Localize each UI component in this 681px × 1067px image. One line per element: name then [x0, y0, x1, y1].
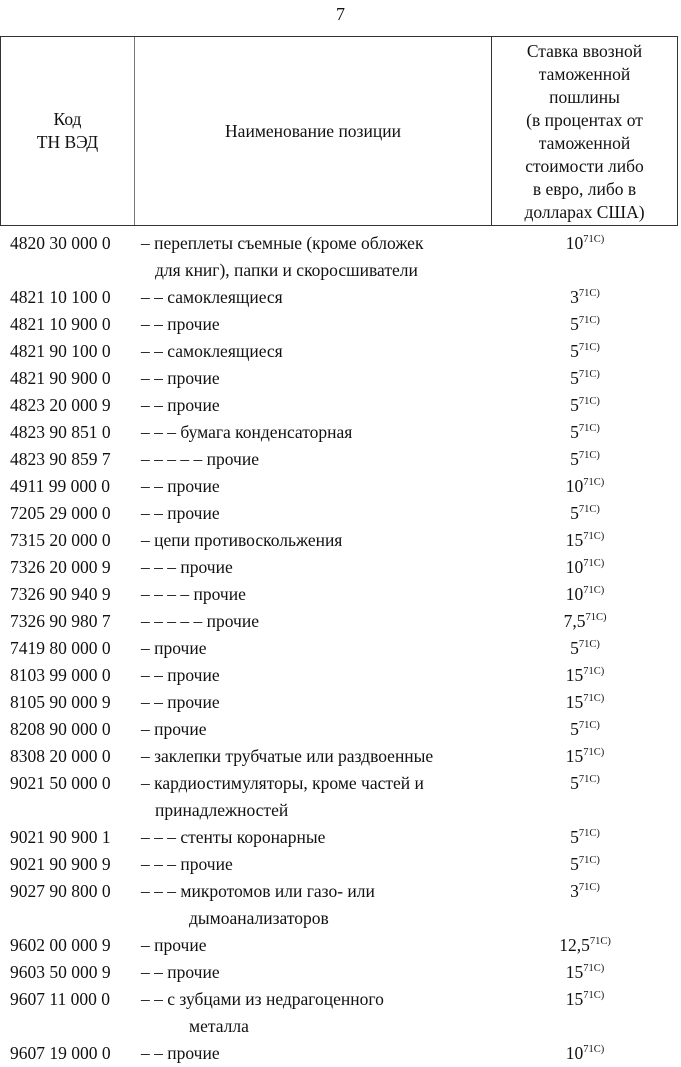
rate-footnote: 71С) — [578, 720, 600, 731]
row-rate — [489, 473, 681, 500]
row-rate — [489, 824, 681, 851]
table-row — [0, 986, 681, 1040]
table-body — [0, 230, 681, 1067]
rate-footnote: 71С) — [578, 882, 600, 893]
row-name-text: самоклеящиеся — [167, 287, 283, 307]
header-rate — [492, 37, 677, 225]
row-name-text: стенты коронарные — [180, 827, 326, 847]
row-name-text: заклепки трубчатые или раздвоенные — [154, 746, 434, 766]
table-row — [0, 932, 681, 959]
row-prefix: – – – — [141, 881, 181, 901]
row-rate — [489, 230, 681, 284]
rate-footnote: 71С) — [583, 963, 605, 974]
row-name-continuation: принадлежностей — [155, 800, 289, 820]
row-rate — [489, 635, 681, 662]
row-name-text: с зубцами из недрагоценного — [167, 989, 384, 1009]
header-rate-label: Ставка ввозной таможенной пошлины (в процентах от таможенной стоимости либо в евро, либо в долларах США) — [524, 41, 645, 222]
rate-value: 5 — [570, 314, 579, 334]
row-name — [133, 230, 489, 284]
row-rate — [489, 932, 681, 959]
row-name-text: самоклеящиеся — [167, 341, 283, 361]
row-code: 9027 90 800 0 — [10, 881, 111, 901]
row-code: 7326 90 940 9 — [10, 584, 111, 604]
row-code: 4823 20 000 9 — [10, 395, 111, 415]
rate-footnote: 71С) — [583, 990, 605, 1001]
row-prefix: – — [141, 719, 155, 739]
row-code: 7326 90 980 7 — [10, 611, 111, 631]
row-name — [133, 446, 489, 473]
table-row — [0, 662, 681, 689]
rate-value: 15 — [565, 665, 584, 685]
rate-value: 5 — [570, 422, 579, 442]
row-prefix: – — [141, 530, 155, 550]
rate-footnote: 71С) — [583, 693, 605, 704]
row-code: 9021 90 900 1 — [10, 827, 111, 847]
table-row — [0, 689, 681, 716]
row-code: 4821 10 100 0 — [10, 287, 111, 307]
rate-value: 5 — [570, 773, 579, 793]
rate-footnote: 71С) — [578, 774, 600, 785]
table-row — [0, 419, 681, 446]
header-code — [1, 37, 135, 225]
rate-value: 10 — [565, 1043, 584, 1063]
rate-value: 10 — [565, 557, 584, 577]
table-row — [0, 500, 681, 527]
table-row — [0, 959, 681, 986]
row-prefix: – – — [141, 368, 168, 388]
page-number: 7 — [336, 4, 345, 24]
row-name-continuation: для книг), папки и скоросшиватели — [155, 260, 418, 280]
rate-footnote: 71С) — [589, 936, 611, 947]
row-prefix: – – — [141, 287, 168, 307]
table-row — [0, 338, 681, 365]
row-code: 8105 90 000 9 — [10, 692, 111, 712]
table-row — [0, 473, 681, 500]
rate-value: 5 — [570, 395, 579, 415]
row-code: 4821 90 100 0 — [10, 341, 111, 361]
row-name — [133, 500, 489, 527]
row-prefix: – – — [141, 503, 168, 523]
row-prefix: – – – – – — [141, 611, 207, 631]
row-code: 7205 29 000 0 — [10, 503, 111, 523]
row-name — [133, 284, 489, 311]
row-code: 9602 00 000 9 — [10, 935, 111, 955]
rate-footnote: 71С) — [583, 666, 605, 677]
row-rate — [489, 662, 681, 689]
table-row — [0, 311, 681, 338]
row-name-text: прочие — [167, 314, 220, 334]
rate-footnote: 71С) — [578, 315, 600, 326]
rate-value: 5 — [570, 827, 579, 847]
table-row — [0, 581, 681, 608]
rate-footnote: 71С) — [583, 747, 605, 758]
row-code: 7419 80 000 0 — [10, 638, 111, 658]
rate-footnote: 71С) — [578, 423, 600, 434]
table-row — [0, 878, 681, 932]
row-prefix: – — [141, 746, 155, 766]
rate-value: 15 — [565, 692, 584, 712]
row-name-text: прочие — [206, 449, 259, 469]
row-name-text: прочие — [167, 665, 220, 685]
row-name — [133, 851, 489, 878]
row-name — [133, 554, 489, 581]
rate-footnote: 71С) — [583, 477, 605, 488]
row-code: 7315 20 000 0 — [10, 530, 111, 550]
row-name — [133, 662, 489, 689]
row-name — [133, 932, 489, 959]
table-row — [0, 635, 681, 662]
rate-footnote: 71С) — [578, 369, 600, 380]
row-rate — [489, 1040, 681, 1067]
row-prefix: – – – — [141, 557, 181, 577]
rate-footnote: 71С) — [583, 234, 605, 245]
row-rate — [489, 959, 681, 986]
row-code: 4820 30 000 0 — [10, 233, 111, 253]
rate-value: 10 — [565, 584, 584, 604]
rate-footnote: 71С) — [583, 531, 605, 542]
rate-value: 5 — [570, 719, 579, 739]
table-row — [0, 284, 681, 311]
rate-footnote: 71С) — [578, 639, 600, 650]
table-row — [0, 608, 681, 635]
row-prefix: – – — [141, 476, 168, 496]
row-rate — [489, 392, 681, 419]
row-rate — [489, 311, 681, 338]
row-prefix: – – – – — [141, 584, 194, 604]
rate-value: 5 — [570, 368, 579, 388]
row-name-text: прочие — [167, 1043, 220, 1063]
row-code: 4823 90 851 0 — [10, 422, 111, 442]
table-row — [0, 851, 681, 878]
row-name-text: микротомов или газо- или — [180, 881, 375, 901]
rate-value: 15 — [565, 962, 584, 982]
row-name-text: прочие — [167, 503, 220, 523]
row-name — [133, 608, 489, 635]
rate-footnote: 71С) — [578, 396, 600, 407]
table-row — [0, 716, 681, 743]
table-row — [0, 446, 681, 473]
rate-value: 15 — [565, 530, 584, 550]
row-name — [133, 716, 489, 743]
row-prefix: – – — [141, 962, 168, 982]
header-code-label: Код ТН ВЭД — [36, 109, 99, 152]
row-code: 8208 90 000 0 — [10, 719, 111, 739]
table-row — [0, 230, 681, 284]
rate-footnote: 71С) — [578, 828, 600, 839]
row-prefix: – – — [141, 341, 168, 361]
rate-footnote: 71С) — [578, 504, 600, 515]
row-name-continuation: металла — [189, 1016, 249, 1036]
rate-footnote: 71С) — [583, 558, 605, 569]
rate-footnote: 71С) — [583, 585, 605, 596]
rate-value: 3 — [570, 287, 579, 307]
row-code: 9607 19 000 0 — [10, 1043, 111, 1063]
rate-value: 10 — [565, 233, 584, 253]
row-rate — [489, 581, 681, 608]
rate-value: 12,5 — [559, 935, 590, 955]
row-name — [133, 365, 489, 392]
row-code: 8103 99 000 0 — [10, 665, 111, 685]
row-name — [133, 1040, 489, 1067]
row-prefix: – – – — [141, 827, 181, 847]
row-rate — [489, 716, 681, 743]
row-code: 9021 50 000 0 — [10, 773, 111, 793]
row-name-text: переплеты съемные (кроме обложек — [154, 233, 424, 253]
rate-footnote: 71С) — [578, 288, 600, 299]
rate-value: 5 — [570, 341, 579, 361]
row-name — [133, 473, 489, 500]
rate-footnote: 71С) — [578, 450, 600, 461]
table-row — [0, 770, 681, 824]
rate-value: 15 — [565, 746, 584, 766]
table-row — [0, 1040, 681, 1067]
row-prefix: – – – — [141, 854, 181, 874]
row-prefix: – – – — [141, 422, 181, 442]
row-rate — [489, 419, 681, 446]
table-row — [0, 824, 681, 851]
row-rate — [489, 608, 681, 635]
row-rate — [489, 986, 681, 1040]
row-name-continuation: дымоанализаторов — [189, 908, 329, 928]
row-name-text: прочие — [193, 584, 246, 604]
rate-value: 5 — [570, 854, 579, 874]
table-row — [0, 554, 681, 581]
rate-value: 3 — [570, 881, 579, 901]
row-name — [133, 743, 489, 770]
row-name-text: прочие — [206, 611, 259, 631]
table-row — [0, 743, 681, 770]
rate-value: 5 — [570, 449, 579, 469]
rate-footnote: 71С) — [578, 855, 600, 866]
row-name — [133, 986, 489, 1040]
row-code: 7326 20 000 9 — [10, 557, 111, 577]
row-rate — [489, 554, 681, 581]
row-rate — [489, 284, 681, 311]
rate-value: 7,5 — [563, 611, 586, 631]
table-row — [0, 392, 681, 419]
table-row — [0, 527, 681, 554]
row-name — [133, 311, 489, 338]
row-code: 4821 10 900 0 — [10, 314, 111, 334]
row-code: 9021 90 900 9 — [10, 854, 111, 874]
rate-value: 10 — [565, 476, 584, 496]
table-header — [0, 36, 678, 226]
rate-footnote: 71С) — [578, 342, 600, 353]
row-name-text: цепи противоскольжения — [154, 530, 343, 550]
row-prefix: – – — [141, 692, 168, 712]
row-prefix: – – — [141, 314, 168, 334]
row-name-text: прочие — [167, 395, 220, 415]
row-prefix: – — [141, 773, 155, 793]
row-rate — [489, 743, 681, 770]
row-name-text: прочие — [167, 368, 220, 388]
row-rate — [489, 770, 681, 824]
row-name — [133, 338, 489, 365]
row-name — [133, 527, 489, 554]
row-code: 4821 90 900 0 — [10, 368, 111, 388]
row-rate — [489, 446, 681, 473]
row-code: 4911 99 000 0 — [10, 476, 110, 496]
row-name-text: кардиостимуляторы, кроме частей и — [154, 773, 424, 793]
row-prefix: – – – – – — [141, 449, 207, 469]
row-name — [133, 959, 489, 986]
row-name-text: прочие — [154, 638, 207, 658]
header-name-label: Наименование позиции — [225, 120, 401, 141]
header-name — [135, 37, 492, 225]
row-name — [133, 689, 489, 716]
row-prefix: – — [141, 638, 155, 658]
row-prefix: – — [141, 935, 155, 955]
row-rate — [489, 878, 681, 932]
row-name-text: прочие — [180, 854, 233, 874]
row-name-text: бумага конденсаторная — [180, 422, 353, 442]
row-rate — [489, 851, 681, 878]
row-rate — [489, 338, 681, 365]
row-prefix: – – — [141, 989, 168, 1009]
rate-value: 5 — [570, 638, 579, 658]
rate-footnote: 71С) — [583, 1044, 605, 1055]
row-name — [133, 878, 489, 932]
row-name — [133, 419, 489, 446]
row-rate — [489, 365, 681, 392]
table-row — [0, 365, 681, 392]
rate-footnote: 71С) — [585, 612, 607, 623]
row-rate — [489, 689, 681, 716]
row-name-text: прочие — [154, 935, 207, 955]
row-prefix: – – — [141, 1043, 168, 1063]
row-name — [133, 581, 489, 608]
row-rate — [489, 527, 681, 554]
row-name — [133, 392, 489, 419]
row-prefix: – – — [141, 665, 168, 685]
row-name — [133, 770, 489, 824]
row-name-text: прочие — [167, 692, 220, 712]
row-name-text: прочие — [167, 476, 220, 496]
row-name — [133, 824, 489, 851]
row-prefix: – – — [141, 395, 168, 415]
row-rate — [489, 500, 681, 527]
row-code: 4823 90 859 7 — [10, 449, 111, 469]
row-name-text: прочие — [167, 962, 220, 982]
row-name — [133, 635, 489, 662]
row-prefix: – — [141, 233, 155, 253]
row-name-text: прочие — [154, 719, 207, 739]
rate-value: 15 — [565, 989, 584, 1009]
row-code: 9607 11 000 0 — [10, 989, 110, 1009]
row-code: 9603 50 000 9 — [10, 962, 111, 982]
rate-value: 5 — [570, 503, 579, 523]
row-name-text: прочие — [180, 557, 233, 577]
row-code: 8308 20 000 0 — [10, 746, 111, 766]
